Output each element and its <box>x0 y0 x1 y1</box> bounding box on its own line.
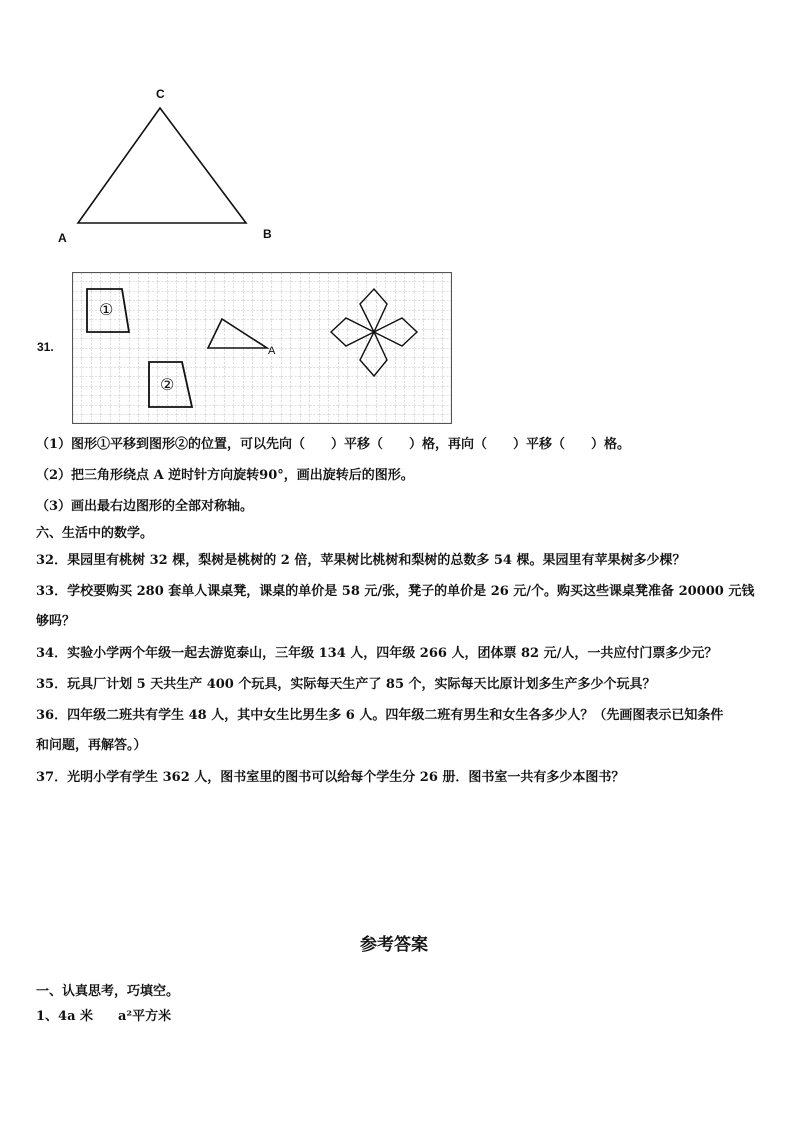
answers-title: 参考答案 <box>360 935 428 955</box>
question-36-line-2: 和问题，再解答。） <box>36 738 147 753</box>
grid-point-a-label: A <box>268 345 276 357</box>
question-31-part-1: （1）图形①平移到图形②的位置，可以先向（ ）平移（ ）格，再向（ ）平移（ ）格。 <box>36 437 631 452</box>
grid-shape-1-label: ① <box>99 302 114 319</box>
question-37: 37．光明小学有学生 362 人，图书室里的图书可以给每个学生分 26 册．图书室一共有多少本图书？ <box>36 770 625 785</box>
triangle-label-a: A <box>58 231 67 245</box>
question-33-line-2: 够吗？ <box>36 614 76 629</box>
question-31-part-2: （2）把三角形绕点 A 逆时针方向旋转90°，画出旋转后的图形。 <box>36 468 414 483</box>
answer-1-second: a²平方米 <box>118 1009 172 1024</box>
question-32: 32．果园里有桃树 32 棵，梨树是桃树的 2 倍，苹果树比桃树和梨树的总数多 54 棵。果园里有苹果树多少棵？ <box>36 553 686 568</box>
question-36-line-1: 36．四年级二班共有学生 48 人，其中女生比男生多 6 人。四年级二班有男生和女生各多少人？（先画图表示已知条件 <box>36 708 724 723</box>
question-33-line-1: 33．学校要购买 280 套单人课桌凳，课桌的单价是 58 元/张，凳子的单价是 26 元/个。购买这些课桌凳准备 20000 元钱 <box>36 584 755 599</box>
triangle-label-c: C <box>156 87 165 101</box>
section-6-heading: 六、生活中的数学。 <box>36 526 154 541</box>
grid-shape-2-label: ② <box>160 377 175 394</box>
question-35: 35．玩具厂计划 5 天共生产 400 个玩具，实际每天生产了 85 个，实际每天比原计划多生产多少个玩具？ <box>36 677 656 692</box>
answer-1-first: 1、4a 米 <box>36 1009 94 1024</box>
question-31-number: 31. <box>37 340 54 354</box>
answers-section-1: 一、认真思考，巧填空。 <box>36 984 180 999</box>
triangle-label-b: B <box>263 227 272 241</box>
question-34: 34．实验小学两个年级一起去游览泰山，三年级 134 人，四年级 266 人，团体票 82 元/人，一共应付门票多少元？ <box>36 646 718 661</box>
question-31-part-3: （3）画出最右边图形的全部对称轴。 <box>36 499 254 514</box>
triangle-figure <box>50 80 290 250</box>
grid-figure <box>72 272 452 424</box>
